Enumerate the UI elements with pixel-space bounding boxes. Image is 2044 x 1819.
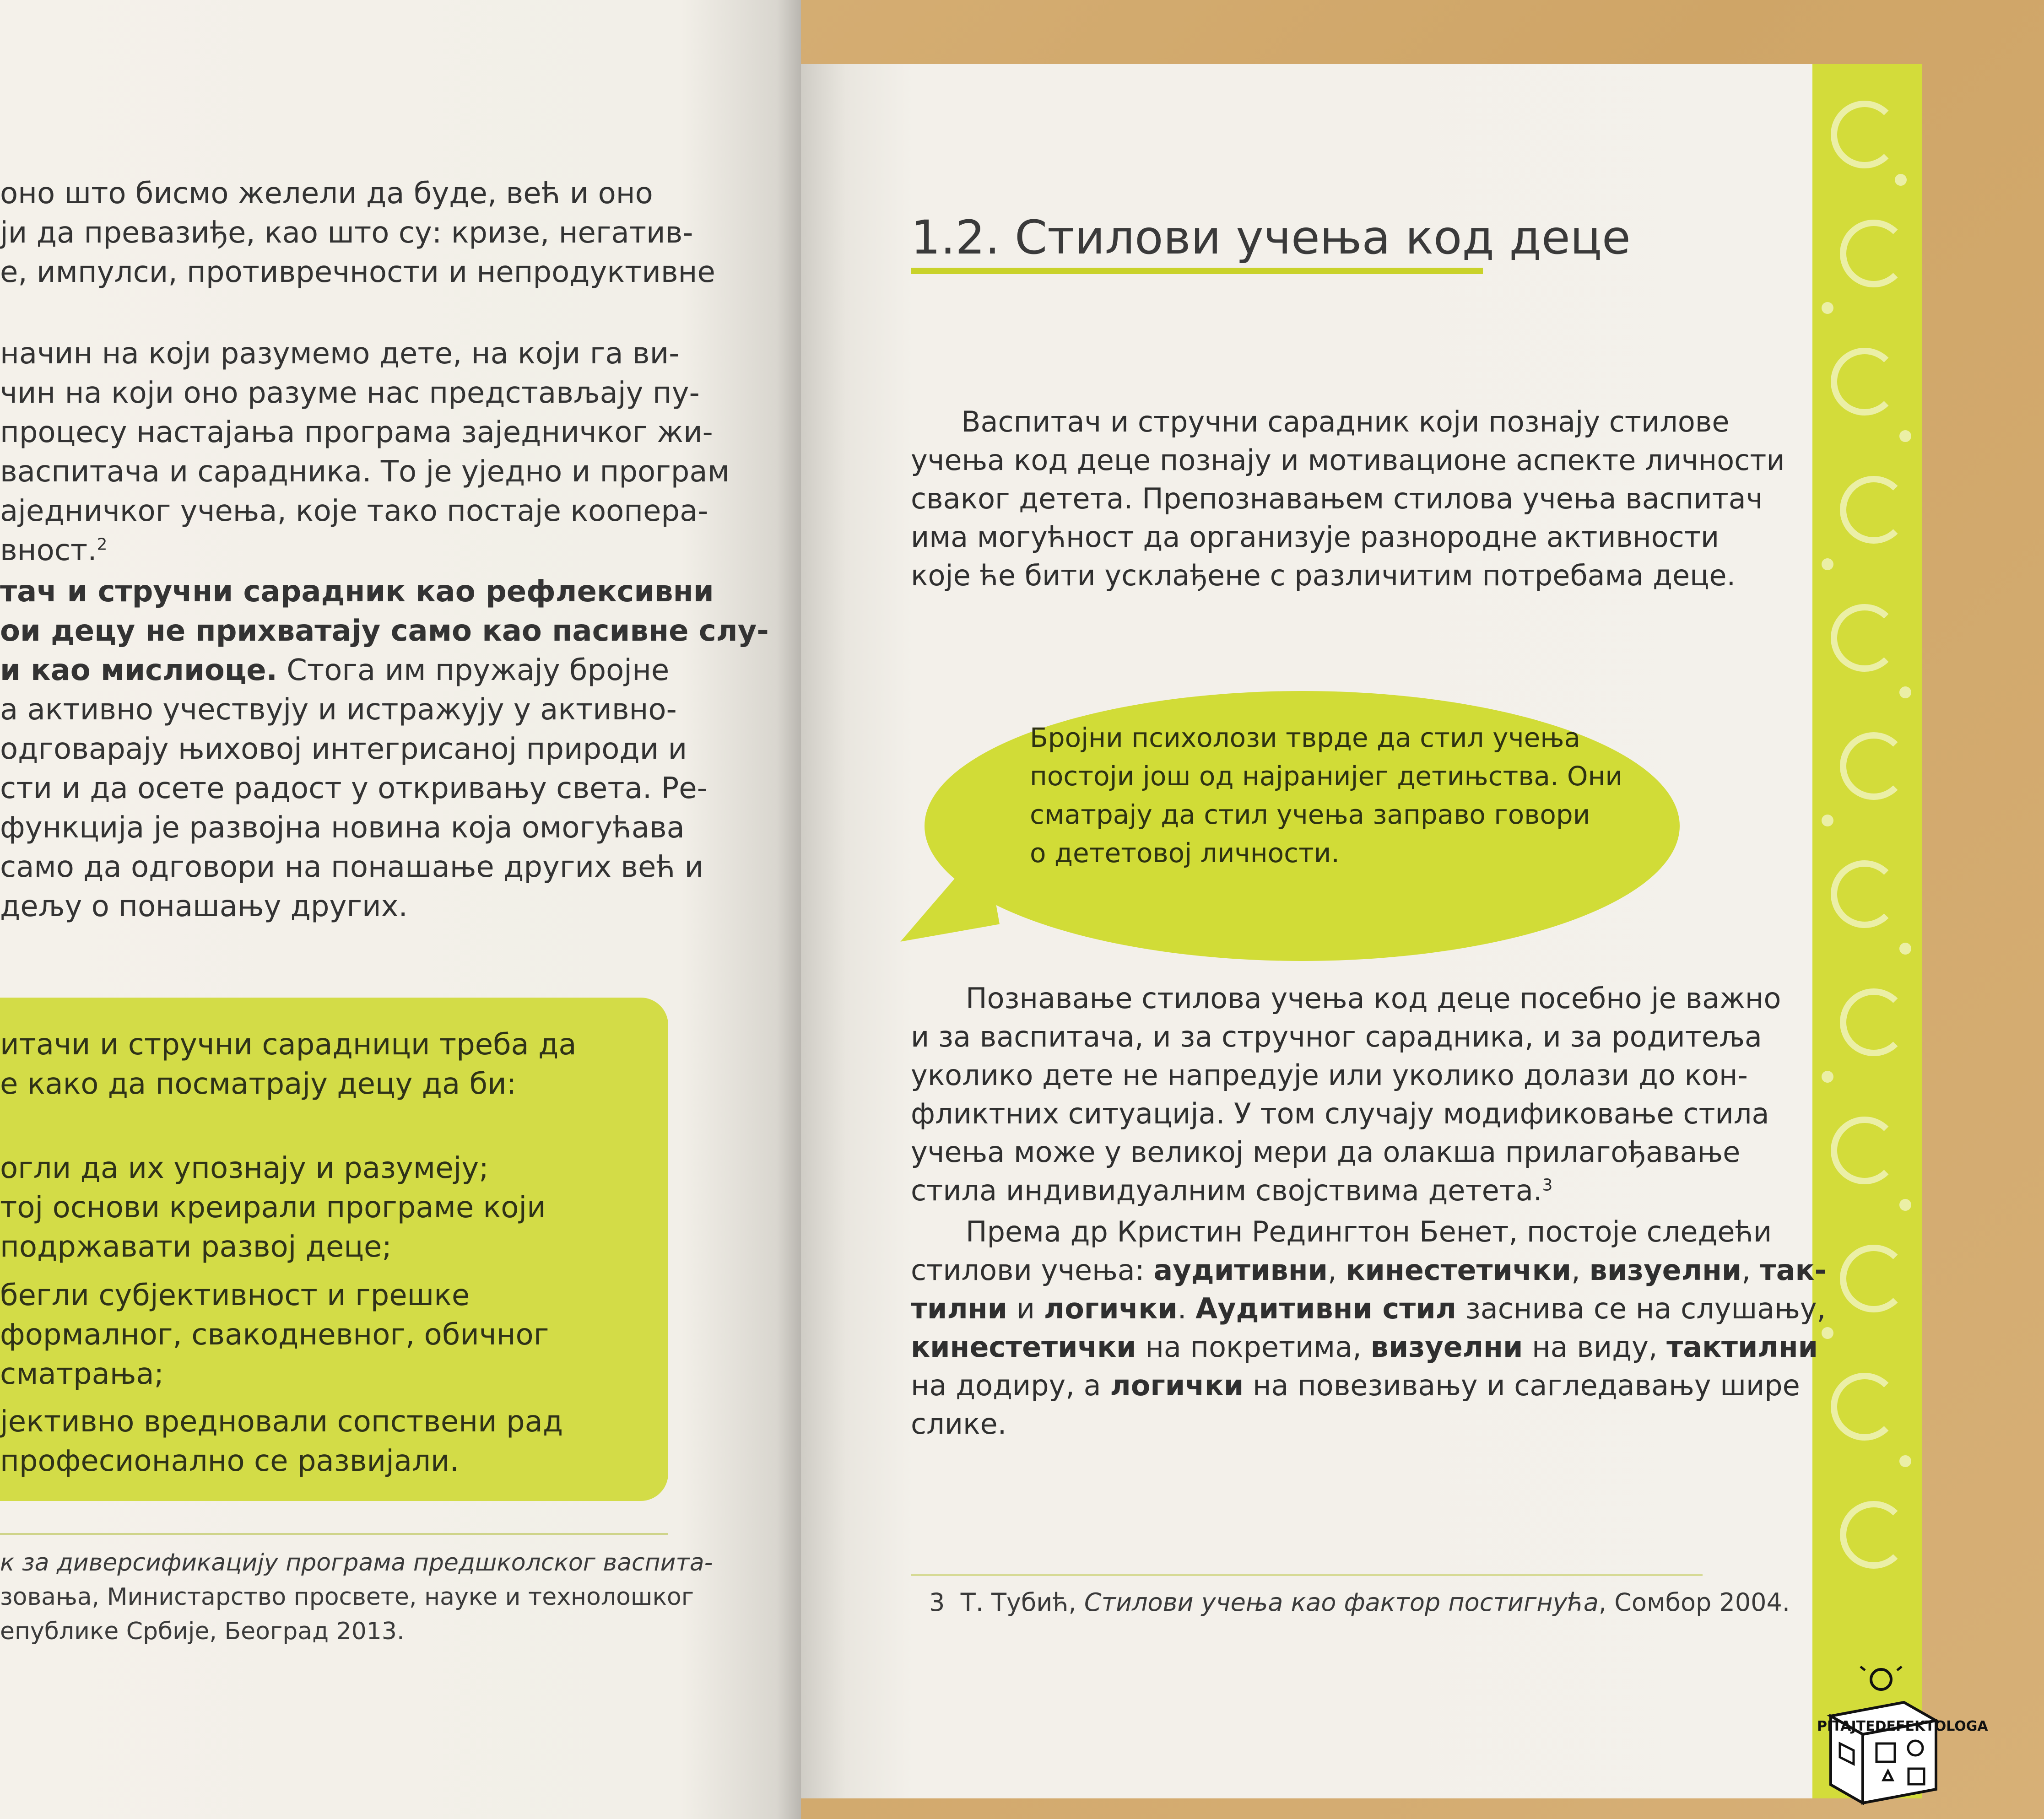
text-line: тилни и логички. Аудитивни стил заснива се на слушању, (911, 1292, 1826, 1325)
box-line: итачи и стручни сарадници треба да (0, 1028, 577, 1062)
text-line: ји да превазиђе, као што су: кризе, негатив- (0, 216, 693, 250)
text-line: стилови учења: аудитивни, кинестетички, визуелни, так- (911, 1253, 1827, 1287)
text-line: сваког детета. Препознавањем стилова учења васпитач (911, 482, 1763, 515)
bubble-line: сматрају да стил учења заправо говори (1030, 799, 1590, 830)
bubble-line: о дететовој личности. (1030, 837, 1340, 869)
title-underline (911, 268, 1483, 274)
footnote-divider (0, 1533, 668, 1535)
swirl-icon (1831, 1117, 1898, 1184)
text-line: и за васпитача, и за стручног сарадника, и за родитеља (911, 1020, 1762, 1053)
dot-icon (1899, 943, 1911, 955)
dot-icon (1899, 430, 1911, 442)
dot-icon (1822, 1327, 1833, 1339)
text-line: има могућност да организује разнородне активности (911, 520, 1720, 554)
text-line: одговарају њиховој интегрисаној природи и (0, 732, 687, 766)
bubble-line: постоји још од најранијег детињства. Они (1030, 761, 1623, 792)
text-line: Познавање стилова учења код деце посебно је важно (966, 982, 1781, 1015)
dot-icon (1899, 1455, 1911, 1467)
text-line: учења може у великој мери да олакша прилагођавање (911, 1135, 1741, 1169)
swirl-icon (1831, 348, 1898, 416)
logo (1812, 1666, 1988, 1803)
dot-icon (1895, 174, 1907, 186)
text-line-bold: тач и стручни сарадник као рефлексивни (0, 575, 714, 609)
footnote-line: к за диверсификацију програма предшколског васпита- (0, 1549, 713, 1576)
text-line: начин на који разумемо дете, на који га ви- (0, 337, 680, 371)
swirl-icon (1840, 732, 1908, 800)
text-line: вност.$^2$ (0, 534, 108, 567)
swirl-icon (1840, 988, 1908, 1056)
text-line: а активно учествују и истражују у активно- (0, 693, 677, 727)
box-line: огли да их упознају и разумеју; (0, 1151, 489, 1185)
decorative-swirl-border (1812, 64, 1922, 1798)
text-line: чин на који оно разуме нас представљају пу- (0, 376, 700, 410)
logo-graphic (1812, 1666, 1950, 1812)
dot-icon (1899, 686, 1911, 698)
swirl-icon (1831, 604, 1898, 672)
swirl-icon (1831, 101, 1898, 168)
box-line: формалног, свакодневног, обичног (0, 1318, 549, 1352)
box-line: бегли субјективност и грешке (0, 1279, 470, 1312)
text-line: само да одговори на понашање других већ и (0, 850, 704, 884)
footnote-line: зовања, Министарство просвете, науке и технолошког (0, 1583, 694, 1611)
swirl-icon (1831, 860, 1898, 928)
text-line: фликтних ситуација. У том случају модификовање стила (911, 1097, 1769, 1130)
left-page (0, 0, 801, 1819)
text-line: е, импулси, противречности и непродуктивне (0, 255, 715, 289)
text-line: аједничког учења, које тако постаје коопера- (0, 494, 708, 528)
logo-text: PITAJTEDEFEKTOLOGA (1817, 1718, 1988, 1734)
dot-icon (1899, 1199, 1911, 1211)
swirl-icon (1840, 1245, 1908, 1312)
text-line-bold: ои децу не прихватају само као пасивне слу- (0, 614, 769, 648)
text-line: кинестетички на покретима, визуелни на виду, тактилни (911, 1330, 1818, 1364)
box-line: сматрања; (0, 1357, 164, 1391)
text-line: стила индивидуалним својствима детета.$^3$ (911, 1174, 1553, 1207)
footnote-divider (911, 1574, 1703, 1576)
text-line: сти и да осете радост у откривању света. Ре- (0, 772, 708, 805)
footnote: 3 Т. Тубић, Стилови учења као фактор постигнућа, Сомбор 2004. (929, 1588, 1790, 1617)
dot-icon (1822, 1071, 1833, 1083)
box-line: професионално се развијали. (0, 1444, 459, 1478)
text-line: васпитача и сарадника. То је уједно и програм (0, 455, 730, 489)
box-line: јективно вредновали сопствени рад (0, 1405, 563, 1439)
text-line: уколико дете не напредује или уколико долази до кон- (911, 1058, 1748, 1092)
text-line: оно што бисмо желели да буде, већ и оно (0, 177, 653, 211)
text-line: на додиру, а логички на повезивању и сагледавању шире (911, 1369, 1800, 1402)
dot-icon (1822, 558, 1833, 570)
swirl-icon (1840, 1501, 1908, 1569)
text-line: слике. (911, 1407, 1007, 1441)
right-page (801, 64, 1922, 1798)
text-line: Према др Кристин Редингтон Бенет, постоје следећи (966, 1215, 1772, 1248)
text-line: које ће бити усклађене с различитим потребама деце. (911, 559, 1736, 592)
text-line: Васпитач и стручни сарадник који познају стилове (961, 405, 1730, 438)
dot-icon (1822, 302, 1833, 314)
text-line: и као мислиоце. Стога им пружају бројне (0, 653, 670, 687)
dot-icon (1822, 815, 1833, 826)
section-title: 1.2. Стилови учења код деце (911, 211, 1631, 265)
text-line: процесу настајања програма заједничког жи- (0, 416, 713, 449)
box-line: тој основи креирали програме који (0, 1191, 546, 1225)
swirl-icon (1831, 1373, 1898, 1441)
bubble-line: Бројни психолози тврде да стил учења (1030, 722, 1580, 753)
box-line: е како да посматрају децу да би: (0, 1067, 517, 1101)
swirl-icon (1840, 476, 1908, 544)
text-line: дељу о понашању других. (0, 890, 408, 923)
box-line: подржавати развој деце; (0, 1230, 392, 1264)
swirl-icon (1840, 220, 1908, 287)
text-line: учења код деце познају и мотивационе аспекте личности (911, 443, 1785, 477)
text-line: функција је развојна новина која омогућава (0, 811, 685, 845)
footnote-line: епублике Србије, Београд 2013. (0, 1618, 405, 1645)
